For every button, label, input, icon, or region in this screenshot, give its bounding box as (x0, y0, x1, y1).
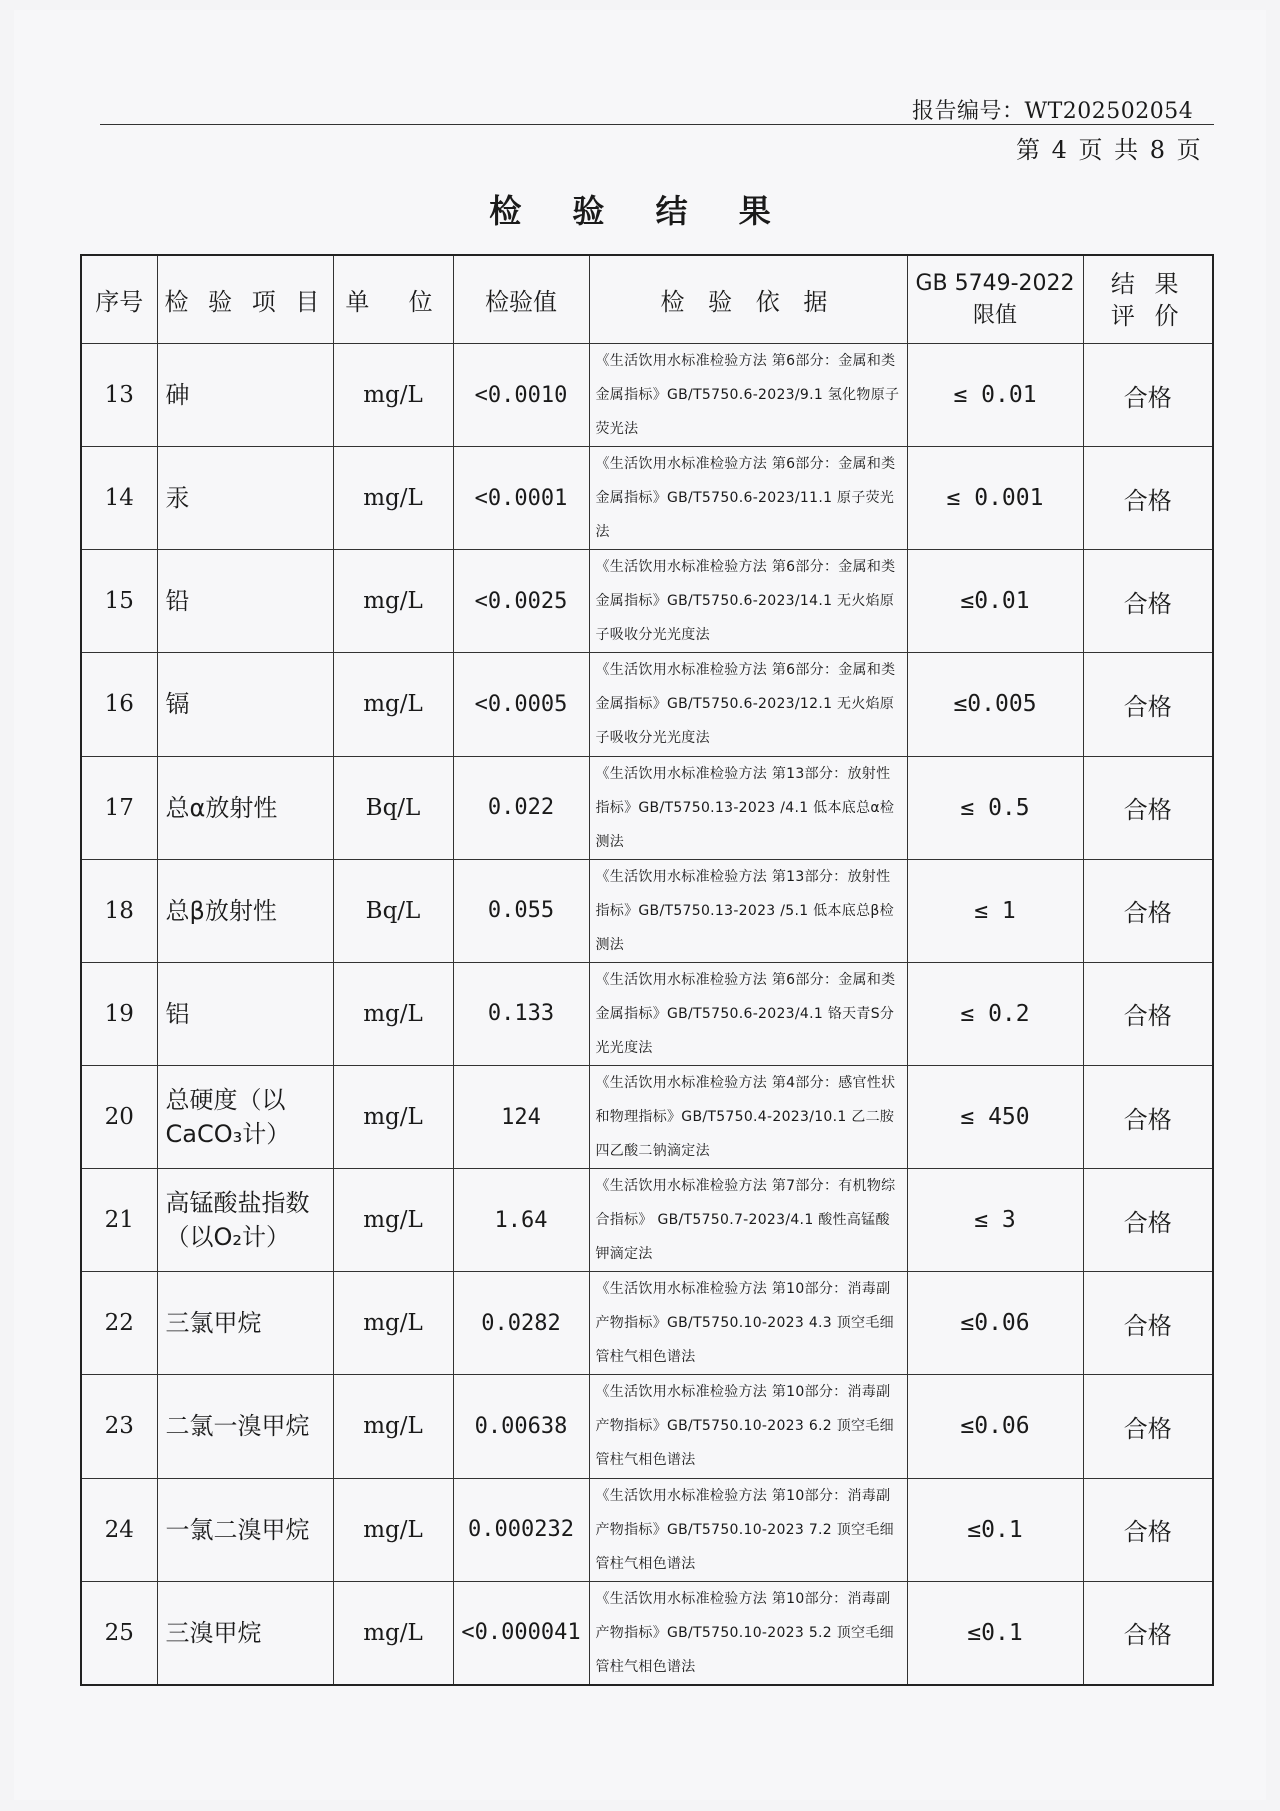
row-limit: ≤0.01 (907, 550, 1083, 653)
row-limit: ≤ 0.001 (907, 447, 1083, 550)
row-unit: mg/L (333, 447, 453, 550)
row-item: 总β放射性 (157, 859, 333, 962)
row-limit: ≤ 1 (907, 859, 1083, 962)
row-item: 铝 (157, 962, 333, 1065)
row-basis: 《生活饮用水标准检验方法 第4部分：感官性状和物理指标》GB/T5750.4-2023/10.1 乙二胺四乙酸二钠滴定法 (589, 1065, 907, 1168)
row-item: 总硬度（以CaCO₃计） (157, 1065, 333, 1168)
table-row (81, 344, 1213, 447)
row-value: 0.133 (453, 962, 589, 1065)
row-basis: 《生活饮用水标准检验方法 第6部分：金属和类金属指标》GB/T5750.6-2023/4.1 铬天青S分光光度法 (589, 962, 907, 1065)
row-result: 合格 (1083, 1272, 1213, 1375)
row-limit: ≤0.1 (907, 1478, 1083, 1581)
header-item: 检 验 项 目 (157, 255, 333, 344)
header-unit: 单 位 (333, 255, 453, 344)
table-row (81, 1272, 1213, 1375)
row-seq: 13 (81, 344, 157, 447)
row-basis: 《生活饮用水标准检验方法 第13部分：放射性指标》GB/T5750.13-2023 /4.1 低本底总α检测法 (589, 756, 907, 859)
row-item: 汞 (157, 447, 333, 550)
row-unit: mg/L (333, 1065, 453, 1168)
row-result: 合格 (1083, 1065, 1213, 1168)
row-seq: 21 (81, 1169, 157, 1272)
row-result: 合格 (1083, 962, 1213, 1065)
row-seq: 23 (81, 1375, 157, 1478)
header-seq: 序号 (81, 255, 157, 344)
row-seq: 20 (81, 1065, 157, 1168)
row-value: 0.055 (453, 859, 589, 962)
row-value: 0.0282 (453, 1272, 589, 1375)
row-item: 砷 (157, 344, 333, 447)
row-limit: ≤0.1 (907, 1581, 1083, 1685)
row-value: 124 (453, 1065, 589, 1168)
row-unit: mg/L (333, 1375, 453, 1478)
row-result: 合格 (1083, 756, 1213, 859)
table-row (81, 1478, 1213, 1581)
row-result: 合格 (1083, 447, 1213, 550)
row-result: 合格 (1083, 1478, 1213, 1581)
row-result: 合格 (1083, 1581, 1213, 1685)
page-number: 第 4 页 共 8 页 (1016, 136, 1201, 164)
row-seq: 19 (81, 962, 157, 1065)
row-result: 合格 (1083, 550, 1213, 653)
row-limit: ≤0.06 (907, 1375, 1083, 1478)
header-limit-standard: GB 5749-2022 (915, 270, 1075, 296)
row-limit: ≤0.005 (907, 653, 1083, 756)
row-basis: 《生活饮用水标准检验方法 第6部分：金属和类金属指标》GB/T5750.6-2023/9.1 氢化物原子荧光法 (589, 344, 907, 447)
row-result: 合格 (1083, 344, 1213, 447)
page-title: 检 验 结 果 (489, 192, 791, 230)
row-seq: 16 (81, 653, 157, 756)
table-row (81, 447, 1213, 550)
table-row (81, 1375, 1213, 1478)
row-unit: mg/L (333, 1478, 453, 1581)
row-item: 三溴甲烷 (157, 1581, 333, 1685)
row-seq: 18 (81, 859, 157, 962)
table-row (81, 756, 1213, 859)
table-row (81, 962, 1213, 1065)
row-limit: ≤ 0.5 (907, 756, 1083, 859)
row-value: 1.64 (453, 1169, 589, 1272)
row-item: 镉 (157, 653, 333, 756)
report-number: 报告编号：WT202502054 (912, 99, 1194, 124)
table-row (81, 1065, 1213, 1168)
row-seq: 25 (81, 1581, 157, 1685)
table-row (81, 859, 1213, 962)
header-eval-line2: 评 价 (1110, 301, 1185, 330)
row-seq: 14 (81, 447, 157, 550)
row-result: 合格 (1083, 653, 1213, 756)
row-limit: ≤ 0.2 (907, 962, 1083, 1065)
row-basis: 《生活饮用水标准检验方法 第10部分：消毒副产物指标》GB/T5750.10-2023 5.2 顶空毛细管柱气相色谱法 (589, 1581, 907, 1685)
row-seq: 17 (81, 756, 157, 859)
row-unit: mg/L (333, 962, 453, 1065)
header-limit (907, 255, 1083, 344)
row-limit: ≤ 450 (907, 1065, 1083, 1168)
header-basis: 检 验 依 据 (589, 255, 907, 344)
row-value: <0.000041 (453, 1581, 589, 1685)
row-unit: mg/L (333, 653, 453, 756)
row-basis: 《生活饮用水标准检验方法 第13部分：放射性指标》GB/T5750.13-2023 /5.1 低本底总β检测法 (589, 859, 907, 962)
row-value: <0.0005 (453, 653, 589, 756)
row-limit: ≤ 0.01 (907, 344, 1083, 447)
header-value: 检验值 (453, 255, 589, 344)
row-basis: 《生活饮用水标准检验方法 第10部分：消毒副产物指标》GB/T5750.10-2023 6.2 顶空毛细管柱气相色谱法 (589, 1375, 907, 1478)
row-basis: 《生活饮用水标准检验方法 第6部分：金属和类金属指标》GB/T5750.6-2023/14.1 无火焰原子吸收分光光度法 (589, 550, 907, 653)
table-header-row (81, 255, 1213, 344)
table-row (81, 550, 1213, 653)
table-row (81, 1169, 1213, 1272)
row-unit: Bq/L (333, 859, 453, 962)
table-row (81, 1581, 1213, 1685)
row-seq: 15 (81, 550, 157, 653)
row-result: 合格 (1083, 859, 1213, 962)
row-value: 0.00638 (453, 1375, 589, 1478)
row-value: <0.0025 (453, 550, 589, 653)
row-unit: Bq/L (333, 756, 453, 859)
row-unit: mg/L (333, 344, 453, 447)
row-unit: mg/L (333, 550, 453, 653)
table-row (81, 653, 1213, 756)
row-basis: 《生活饮用水标准检验方法 第10部分：消毒副产物指标》GB/T5750.10-2023 7.2 顶空毛细管柱气相色谱法 (589, 1478, 907, 1581)
row-seq: 24 (81, 1478, 157, 1581)
header-divider (100, 124, 1214, 125)
row-basis: 《生活饮用水标准检验方法 第6部分：金属和类金属指标》GB/T5750.6-2023/12.1 无火焰原子吸收分光光度法 (589, 653, 907, 756)
header-evaluation (1083, 255, 1213, 344)
row-unit: mg/L (333, 1272, 453, 1375)
row-item: 三氯甲烷 (157, 1272, 333, 1375)
row-result: 合格 (1083, 1169, 1213, 1272)
row-item: 总α放射性 (157, 756, 333, 859)
row-unit: mg/L (333, 1581, 453, 1685)
row-item: 铅 (157, 550, 333, 653)
row-limit: ≤0.06 (907, 1272, 1083, 1375)
row-limit: ≤ 3 (907, 1169, 1083, 1272)
row-basis: 《生活饮用水标准检验方法 第6部分：金属和类金属指标》GB/T5750.6-2023/11.1 原子荧光法 (589, 447, 907, 550)
header-eval-line1: 结 果 (1110, 269, 1185, 298)
row-seq: 22 (81, 1272, 157, 1375)
row-value: <0.0010 (453, 344, 589, 447)
row-item: 高锰酸盐指数（以O₂计） (157, 1169, 333, 1272)
header-limit-label: 限值 (972, 302, 1017, 328)
row-basis: 《生活饮用水标准检验方法 第7部分：有机物综合指标》 GB/T5750.7-2023/4.1 酸性高锰酸钾滴定法 (589, 1169, 907, 1272)
results-table (80, 254, 1214, 1686)
row-result: 合格 (1083, 1375, 1213, 1478)
row-value: 0.000232 (453, 1478, 589, 1581)
row-item: 一氯二溴甲烷 (157, 1478, 333, 1581)
row-unit: mg/L (333, 1169, 453, 1272)
row-value: <0.0001 (453, 447, 589, 550)
row-item: 二氯一溴甲烷 (157, 1375, 333, 1478)
row-basis: 《生活饮用水标准检验方法 第10部分：消毒副产物指标》GB/T5750.10-2023 4.3 顶空毛细管柱气相色谱法 (589, 1272, 907, 1375)
row-value: 0.022 (453, 756, 589, 859)
